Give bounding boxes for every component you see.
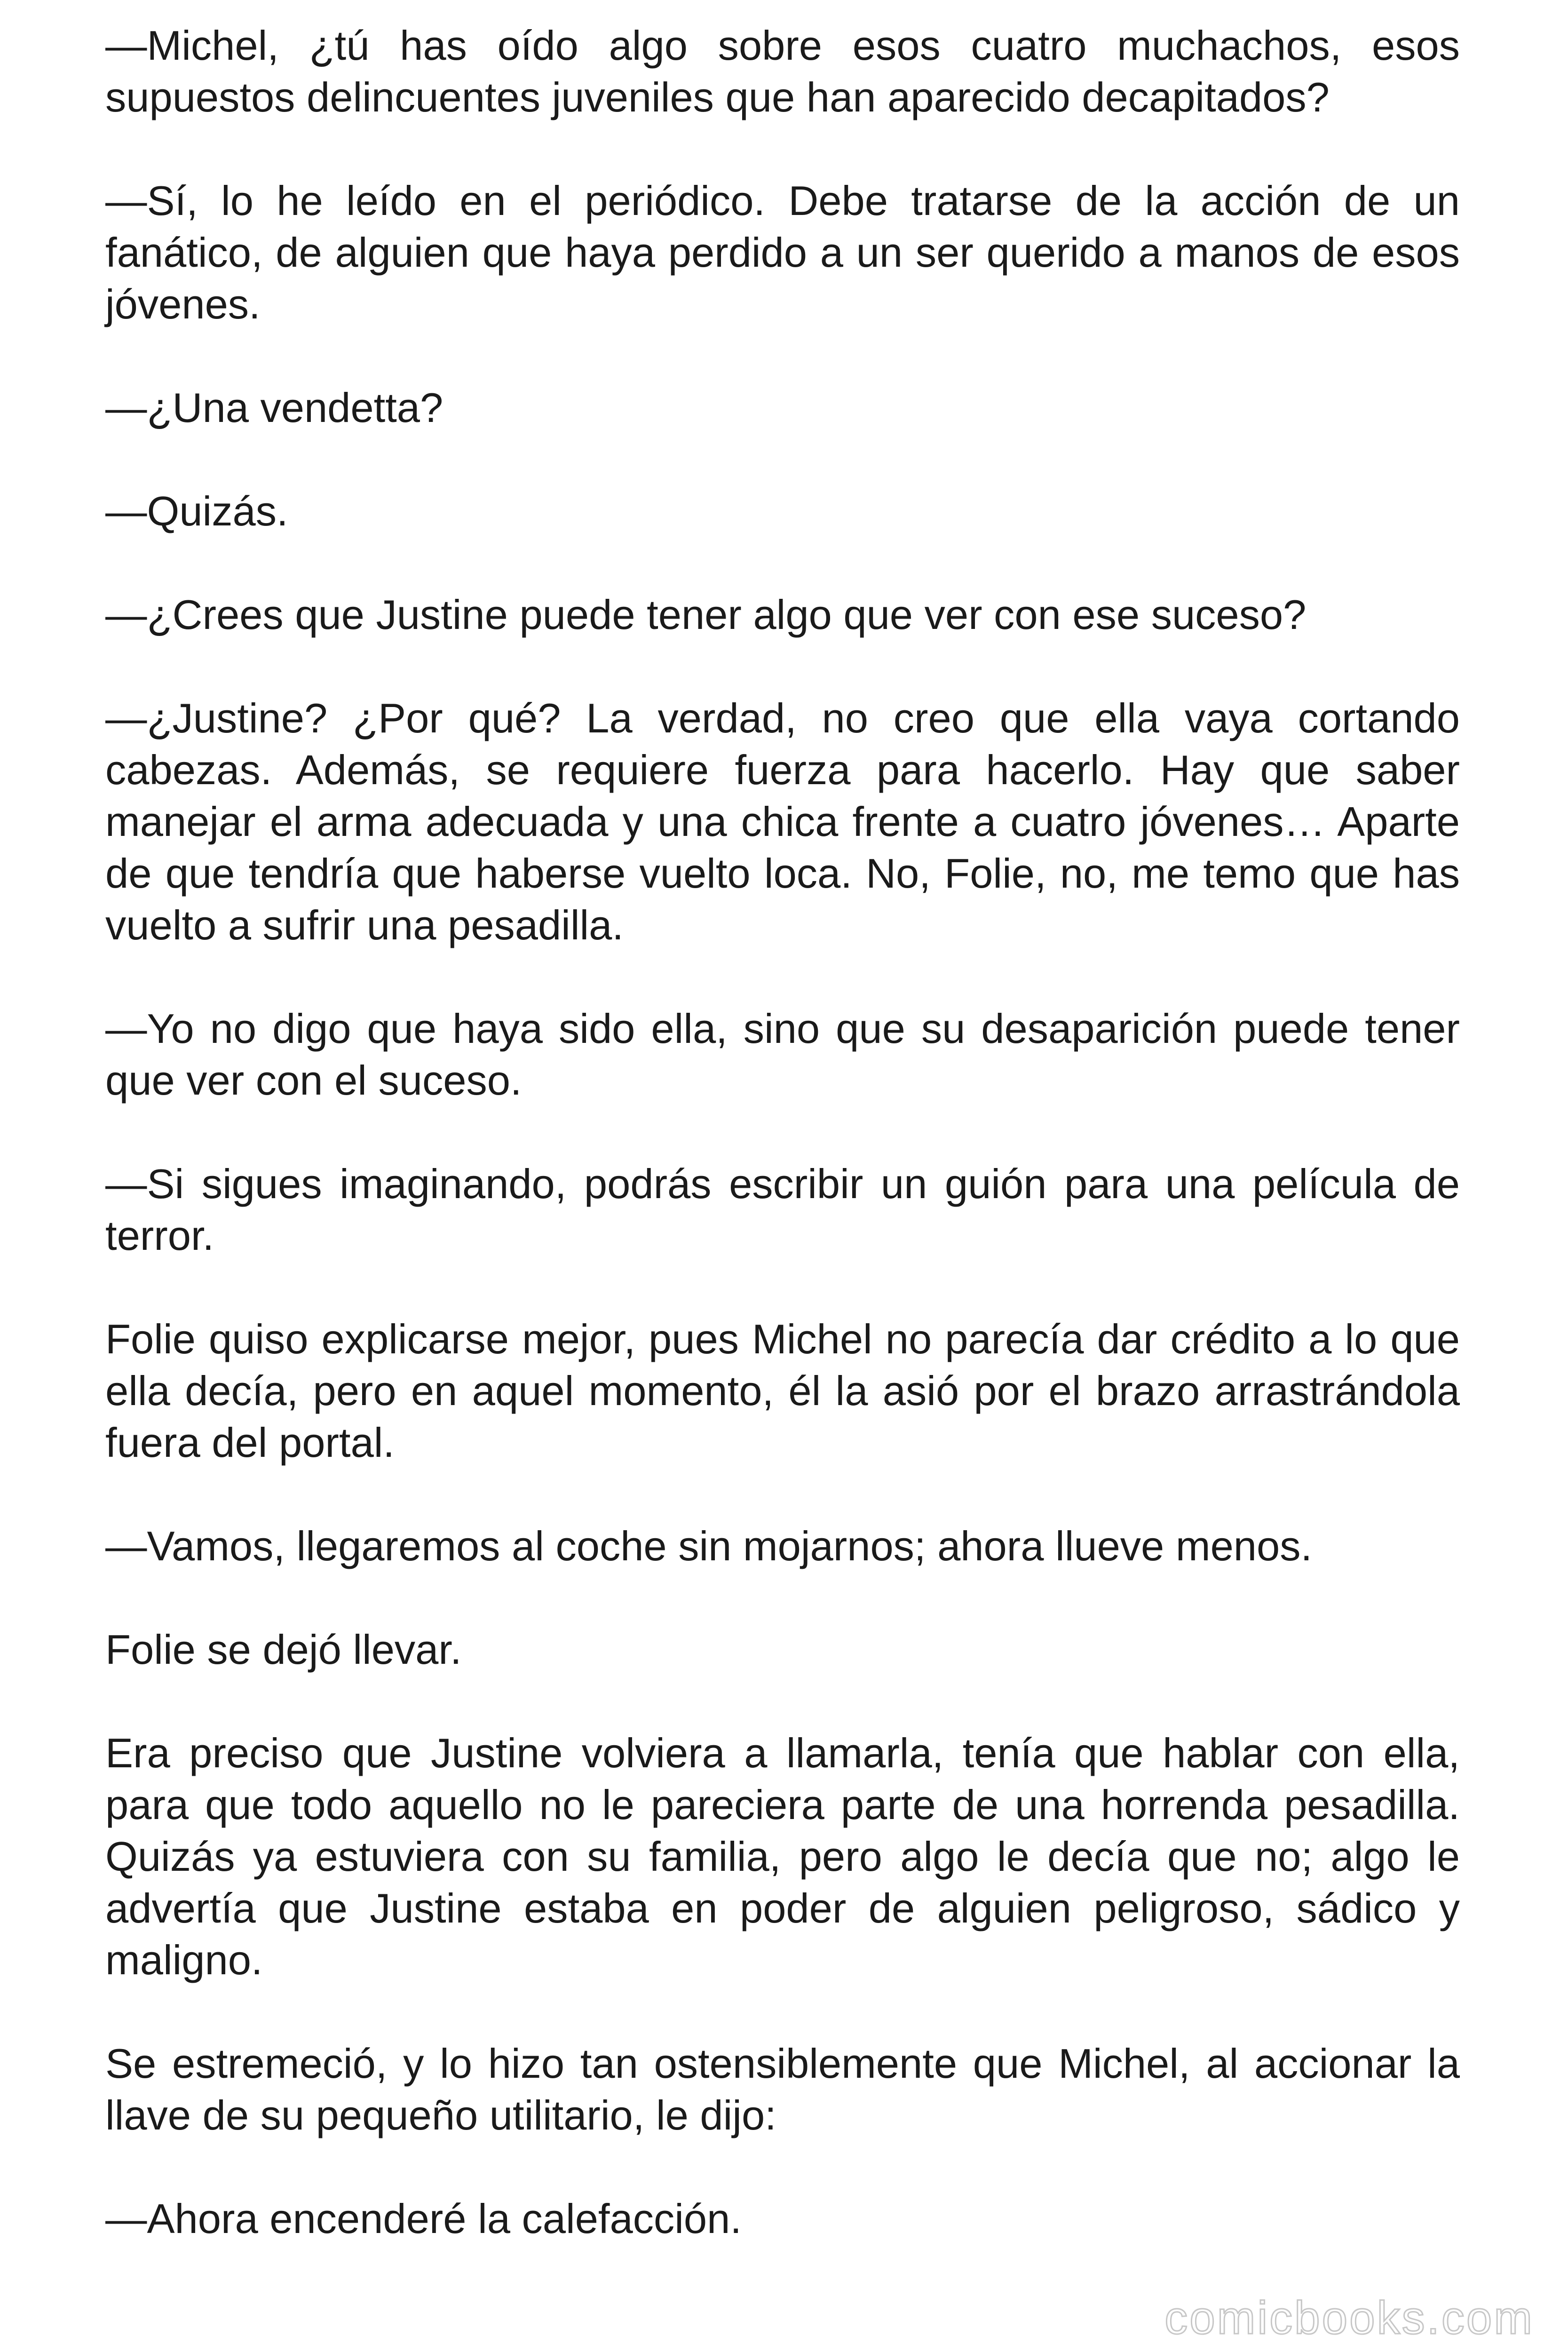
- paragraph: Era preciso que Justine volviera a llamarla, tenía que hablar con ella, para que todo aquello no le pareciera parte de una horrenda pesadilla. Quizás ya estuviera con su familia, pero algo le decía que no; algo le advertía que Justine estaba en poder de alguien peligroso, sádico y maligno.: [105, 1730, 1460, 1983]
- paragraph: —Si sigues imaginando, podrás escribir un guión para una película de terror.: [105, 1160, 1460, 1259]
- paragraph: —Michel, ¿tú has oído algo sobre esos cuatro muchachos, esos supuestos delincuentes juveniles que han aparecido decapitados?: [105, 22, 1460, 120]
- document-page: [105, 20, 1460, 2296]
- watermark: comicbooks.com: [1164, 2292, 1534, 2344]
- paragraph: —Quizás.: [105, 488, 288, 534]
- paragraph: —¿Justine? ¿Por qué? La verdad, no creo que ella vaya cortando cabezas. Además, se requiere fuerza para hacerlo. Hay que saber manejar el arma adecuada y una chica frente a cuatro jóvenes… Aparte de que tendría que haberse vuelto loca. No, Folie, no, me temo que has vuelto a sufrir una pesadilla.: [105, 695, 1460, 948]
- paragraph: —¿Crees que Justine puede tener algo que ver con ese suceso?: [105, 591, 1307, 638]
- paragraph: —Sí, lo he leído en el periódico. Debe tratarse de la acción de un fanático, de alguien que haya perdido a un ser querido a manos de esos jóvenes.: [105, 177, 1460, 327]
- paragraph: Folie quiso explicarse mejor, pues Michel no parecía dar crédito a lo que ella decía, pero en aquel momento, él la asió por el brazo arrastrándola fuera del portal.: [105, 1316, 1460, 1466]
- paragraph: —¿Una vendetta?: [105, 384, 443, 431]
- paragraph: Se estremeció, y lo hizo tan ostensiblemente que Michel, al accionar la llave de su pequeño utilitario, le dijo:: [105, 2040, 1460, 2138]
- paragraph: Folie se dejó llevar.: [105, 1626, 462, 1673]
- paragraph: —Yo no digo que haya sido ella, sino que su desaparición puede tener que ver con el suceso.: [105, 1005, 1460, 1104]
- paragraph: —Ahora encenderé la calefacción.: [105, 2195, 742, 2242]
- paragraph: —Vamos, llegaremos al coche sin mojarnos; ahora llueve menos.: [105, 1523, 1313, 1569]
